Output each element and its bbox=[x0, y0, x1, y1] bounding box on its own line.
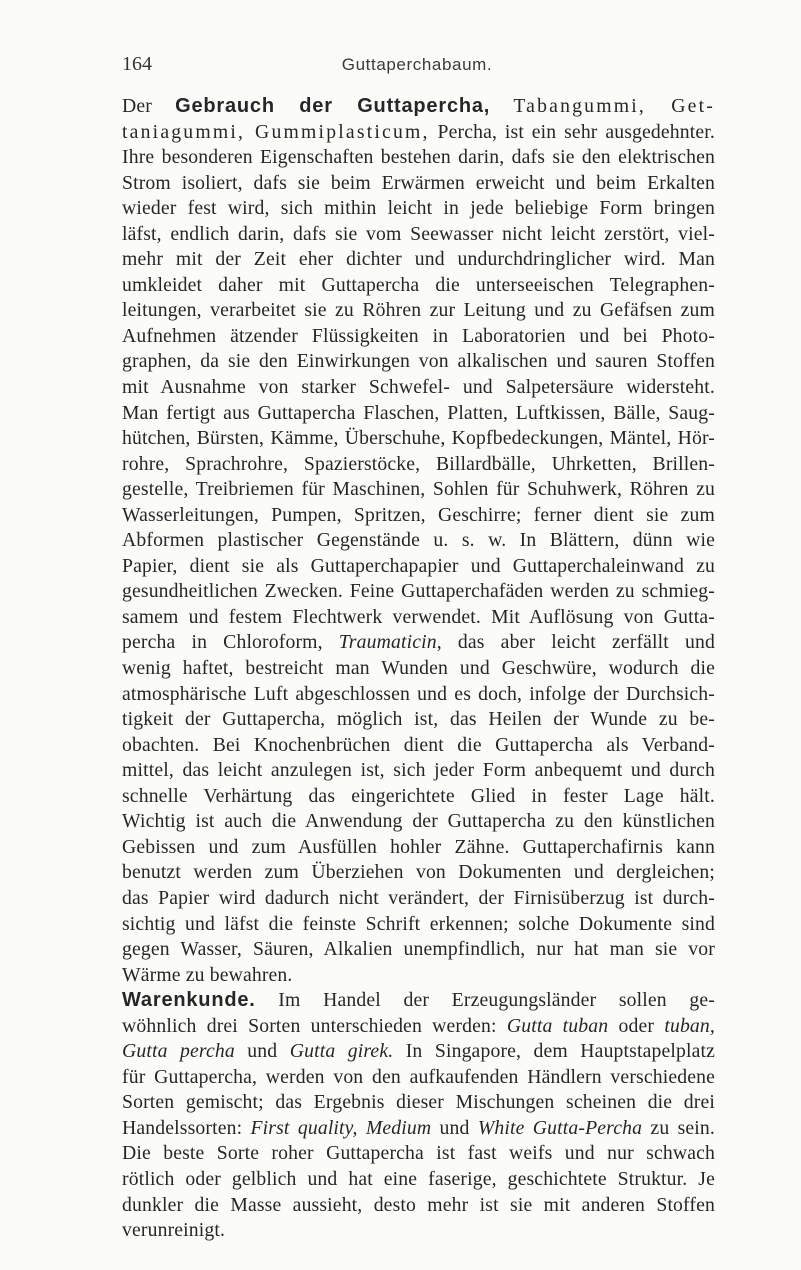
text-run: mit Ausnahme von starker Schwefel- und Salpetersäure widersteht. bbox=[122, 376, 715, 399]
text-line bbox=[122, 1090, 715, 1116]
text-line bbox=[122, 477, 715, 503]
text-run: Gebissen und zum Ausfüllen hohler Zähne. Guttaperchafirnis kann bbox=[122, 835, 715, 858]
text-run: Im Handel der Erzeugungsländer sollen ge- bbox=[255, 989, 715, 1012]
text-run: Percha, ist ein sehr ausgedehnter. bbox=[429, 120, 715, 143]
text-run: dunkler die Masse aussieht, desto mehr ist sie mit anderen Stoffen bbox=[122, 1193, 715, 1216]
text-line bbox=[122, 835, 715, 861]
text-run: läfst, endlich darin, dafs sie vom Seewasser nicht leicht zerstört, viel- bbox=[122, 222, 715, 245]
text-run: Traumaticin bbox=[338, 631, 437, 654]
text-line bbox=[122, 1039, 715, 1065]
text-line bbox=[122, 554, 715, 580]
text-line bbox=[122, 503, 715, 529]
text-line bbox=[122, 401, 715, 427]
text-run: Strom isoliert, dafs sie beim Erwärmen erweicht und beim Erkalten bbox=[122, 171, 715, 194]
text-line bbox=[122, 349, 715, 375]
body-text bbox=[122, 94, 715, 1244]
text-line bbox=[122, 733, 715, 759]
text-run: gegen Wasser, Säuren, Alkalien unempfindlich, nur hat man sie vor bbox=[122, 938, 715, 961]
text-line bbox=[122, 579, 715, 605]
text-line bbox=[122, 375, 715, 401]
text-line bbox=[122, 196, 715, 222]
text-run: In Singapore, dem Hauptstapelplatz bbox=[393, 1040, 716, 1063]
text-run: und bbox=[234, 1040, 290, 1063]
text-run: rohre, Sprachrohre, Spazierstöcke, Billardbälle, Uhrketten, Brillen- bbox=[122, 452, 715, 475]
text-line bbox=[122, 1193, 715, 1219]
text-line bbox=[122, 222, 715, 248]
text-line bbox=[122, 145, 715, 171]
text-run: Aufnehmen ätzender Flüssigkeiten in Laboratorien und bei Photo- bbox=[122, 324, 715, 347]
text-line bbox=[122, 247, 715, 273]
text-run: Wärme zu bewahren. bbox=[122, 963, 293, 986]
text-line bbox=[122, 120, 715, 146]
page-number: 164 bbox=[122, 53, 152, 75]
text-line bbox=[122, 273, 715, 299]
text-run: gestelle, Treibriemen für Maschinen, Sohlen für Schuhwerk, Röhren zu bbox=[122, 478, 715, 501]
text-run: Wasserleitungen, Pumpen, Spritzen, Geschirre; ferner dient sie zum bbox=[122, 503, 715, 526]
text-run: Ihre besonderen Eigenschaften bestehen darin, dafs sie den elektrischen bbox=[122, 146, 715, 169]
text-run: leitungen, verarbeitet sie zu Röhren zur Leitung und zu Gefäfsen zum bbox=[122, 299, 715, 322]
text-run: Abformen plastischer Gegenstände u. s. w. In Blättern, dünn wie bbox=[122, 529, 715, 552]
text-line bbox=[122, 1141, 715, 1167]
text-run: schnelle Verhärtung das eingerichtete Glied in fester Lage hält. bbox=[122, 784, 715, 807]
text-run: Tabangummi, Get- bbox=[513, 95, 715, 117]
text-line bbox=[122, 758, 715, 784]
text-run: sichtig und läfst die feinste Schrift erkennen; solche Dokumente sind bbox=[122, 912, 715, 935]
text-line bbox=[122, 912, 715, 938]
text-line bbox=[122, 452, 715, 478]
text-run: graphen, da sie den Einwirkungen von alkalischen und sauren Stoffen bbox=[122, 350, 715, 373]
text-run: verunreinigt. bbox=[122, 1219, 226, 1242]
text-line bbox=[122, 988, 715, 1014]
text-line bbox=[122, 809, 715, 835]
text-line bbox=[122, 171, 715, 197]
text-run: rötlich oder gelblich und hat eine faserige, geschichtete Struktur. Je bbox=[122, 1167, 715, 1190]
text-run: Sorten gemischt; das Ergebnis dieser Mischungen scheinen die drei bbox=[122, 1091, 715, 1114]
text-line bbox=[122, 682, 715, 708]
text-run: Warenkunde. bbox=[122, 989, 256, 1012]
text-run: für Guttapercha, werden von den aufkaufenden Händlern verschiedene bbox=[122, 1065, 715, 1088]
text-run: obachten. Bei Knochenbrüchen dient die Guttapercha als Verband- bbox=[122, 733, 715, 756]
text-run: Gutta tuban bbox=[506, 1014, 609, 1037]
running-title: Guttaperchabaum. bbox=[341, 55, 493, 74]
text-run: hütchen, Bürsten, Kämme, Überschuhe, Kopfbedeckungen, Mäntel, Hör- bbox=[122, 427, 715, 450]
text-line bbox=[122, 784, 715, 810]
text-line bbox=[122, 528, 715, 554]
text-run: samem und festem Flechtwerk verwendet. Mit Auflösung von Gutta- bbox=[122, 605, 715, 628]
text-run: tuban, bbox=[664, 1014, 715, 1037]
text-run: wöhnlich drei Sorten unterschieden werden: bbox=[122, 1014, 507, 1037]
text-line bbox=[122, 1218, 715, 1244]
text-run: Gebrauch der Guttapercha, bbox=[175, 95, 491, 117]
text-line bbox=[122, 656, 715, 682]
text-run: percha in Chloroform, bbox=[122, 631, 339, 654]
text-run: White Gutta-Percha bbox=[477, 1116, 643, 1139]
text-run: Gutta girek. bbox=[289, 1040, 394, 1063]
text-line bbox=[122, 324, 715, 350]
text-line bbox=[122, 1116, 715, 1142]
text-line bbox=[122, 426, 715, 452]
text-run: das Papier wird dadurch nicht verändert, der Firnisüberzug ist durch- bbox=[122, 886, 715, 909]
text-line bbox=[122, 1065, 715, 1091]
text-run: taniagummi, Gummiplasticum, bbox=[122, 120, 430, 143]
text-line bbox=[122, 1014, 715, 1040]
text-line bbox=[122, 94, 715, 120]
text-run: wieder fest wird, sich mithin leicht in jede beliebige Form bringen bbox=[122, 197, 715, 220]
text-run: First quality, Medium bbox=[250, 1116, 432, 1139]
text-line bbox=[122, 963, 715, 989]
text-run: Handelssorten: bbox=[122, 1116, 251, 1139]
text-run: tigkeit der Guttapercha, möglich ist, das Heilen der Wunde zu be- bbox=[122, 708, 715, 731]
text-run: wenig haftet, bestreicht man Wunden und Geschwüre, wodurch die bbox=[122, 657, 715, 680]
text-run: umkleidet daher mit Guttapercha die unterseeischen Telegraphen- bbox=[122, 273, 715, 296]
text-run: Die beste Sorte roher Guttapercha ist fast weifs und nur schwach bbox=[122, 1142, 715, 1165]
text-run: mittel, das leicht anzulegen ist, sich jeder Form anbequemt und durch bbox=[122, 759, 715, 782]
text-run: gesundheitlichen Zwecken. Feine Guttaperchafäden werden zu schmieg- bbox=[122, 580, 715, 603]
text-run: zu sein. bbox=[642, 1116, 715, 1139]
text-line bbox=[122, 298, 715, 324]
text-run: mehr mit der Zeit eher dichter und undurchdringlicher wird. Man bbox=[122, 248, 715, 271]
text-run: Papier, dient sie als Guttaperchapapier und Guttaperchaleinwand zu bbox=[122, 554, 715, 577]
text-line bbox=[122, 707, 715, 733]
text-run: benutzt werden zum Überziehen von Dokumenten und dergleichen; bbox=[122, 861, 715, 884]
text-line bbox=[122, 937, 715, 963]
text-run: Der bbox=[122, 95, 176, 117]
text-run: und bbox=[431, 1116, 478, 1139]
text-run: oder bbox=[608, 1014, 665, 1037]
text-line bbox=[122, 1167, 715, 1193]
page-header bbox=[122, 53, 712, 79]
text-line bbox=[122, 860, 715, 886]
text-run: , das aber leicht zerfällt und bbox=[436, 631, 715, 654]
text-line bbox=[122, 630, 715, 656]
text-run bbox=[490, 95, 513, 117]
text-run: Wichtig ist auch die Anwendung der Guttapercha zu den künstlichen bbox=[122, 810, 715, 833]
text-line bbox=[122, 605, 715, 631]
text-run: Gutta percha bbox=[122, 1040, 235, 1063]
text-run: Man fertigt aus Guttapercha Flaschen, Platten, Luftkissen, Bälle, Saug- bbox=[122, 401, 715, 424]
text-run: atmosphärische Luft abgeschlossen und es doch, infolge der Durchsich- bbox=[122, 682, 715, 705]
text-line bbox=[122, 886, 715, 912]
